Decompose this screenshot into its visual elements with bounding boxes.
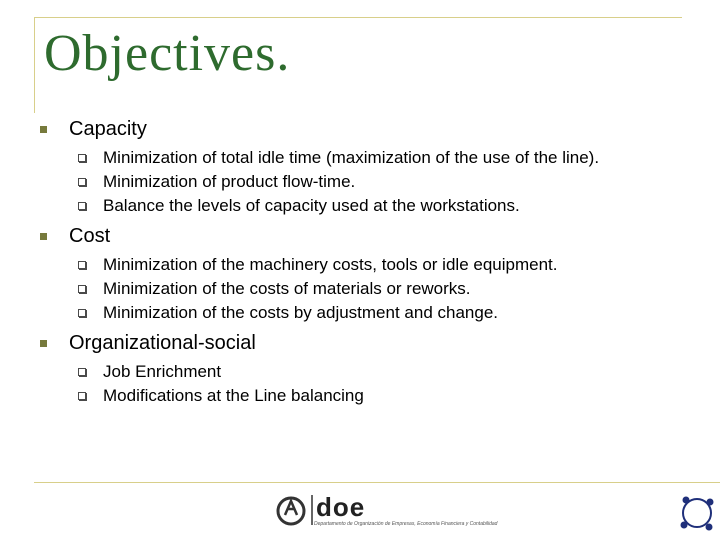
section-capacity <box>40 114 680 218</box>
sub-bullet-text: Job Enrichment <box>103 362 222 381</box>
sub-bullet-text: Minimization of the machinery costs, tools or idle equipment. <box>103 255 558 274</box>
section-organizational-social <box>40 328 680 408</box>
sub-bullet-list <box>40 360 680 408</box>
sub-bullet-text: Balance the levels of capacity used at the workstations. <box>103 196 520 215</box>
hollow-square-bullet-icon <box>78 202 86 210</box>
hollow-square-bullet-icon <box>78 285 86 293</box>
square-bullet-icon <box>40 233 47 240</box>
sub-bullet-text: Minimization of total idle time (maximization of the use of the line). <box>103 148 600 167</box>
logo-subtitle: Departamento de Organización de Empresas, Economía Financiera y Contabilidad <box>314 521 498 527</box>
sub-bullet-item <box>40 360 680 384</box>
hollow-square-bullet-icon <box>78 154 86 162</box>
hollow-square-bullet-icon <box>78 261 86 269</box>
square-bullet-icon <box>40 126 47 133</box>
sub-bullet-text: Minimization of product flow-time. <box>103 172 356 191</box>
section-label: Organizational-social <box>69 332 256 354</box>
sub-bullet-list <box>40 146 680 218</box>
hollow-square-bullet-icon <box>78 392 86 400</box>
bullet-item <box>40 114 680 144</box>
sub-bullet-text: Minimization of the costs by adjustment and change. <box>103 303 498 322</box>
sub-bullet-item <box>40 253 680 277</box>
sub-bullet-item <box>40 384 680 408</box>
square-bullet-icon <box>40 340 47 347</box>
bullet-item <box>40 221 680 251</box>
hollow-square-bullet-icon <box>78 368 86 376</box>
hollow-square-bullet-icon <box>78 309 86 317</box>
sub-bullet-item <box>40 277 680 301</box>
circle-knot-decoration-icon <box>676 490 718 534</box>
frame-left-line <box>34 17 35 113</box>
frame-bottom-line <box>34 482 720 483</box>
sub-bullet-text: Minimization of the costs of materials or reworks. <box>103 279 471 298</box>
section-cost <box>40 221 680 325</box>
frame-top-line <box>34 17 682 18</box>
sub-bullet-item <box>40 301 680 325</box>
hollow-square-bullet-icon <box>78 178 86 186</box>
section-label: Cost <box>69 225 111 247</box>
sub-bullet-list <box>40 253 680 325</box>
logo-text: doe <box>316 492 366 522</box>
slide-title: Objectives. <box>44 25 291 82</box>
sub-bullet-text: Modifications at the Line balancing <box>103 386 364 405</box>
sub-bullet-item <box>40 170 680 194</box>
section-label: Capacity <box>69 118 147 140</box>
sub-bullet-item <box>40 194 680 218</box>
bullet-item <box>40 328 680 358</box>
sub-bullet-item <box>40 146 680 170</box>
slide-content <box>40 114 680 411</box>
